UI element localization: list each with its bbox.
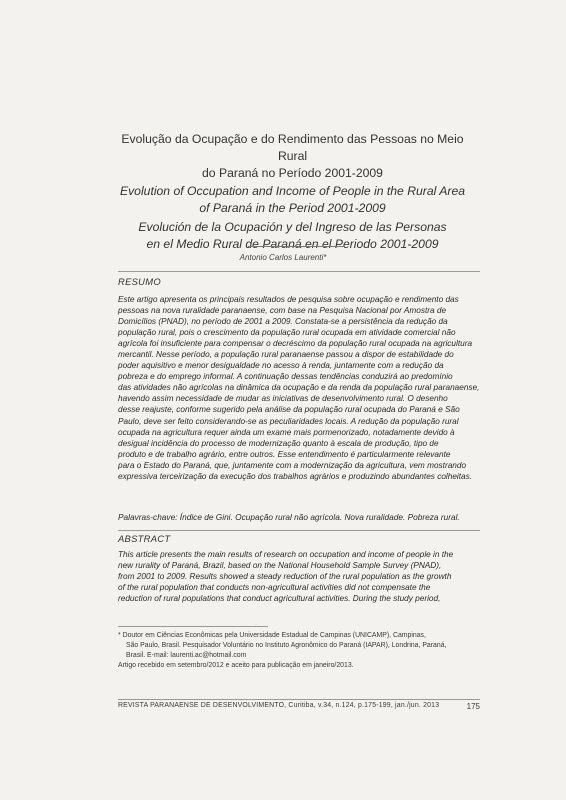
resumo-line: havendo assim necessidade de mudar as iniciativas de desenvolvimento rural. O desenho — [118, 394, 448, 404]
abstract-heading: ABSTRACT — [118, 533, 171, 544]
resumo-line: Paulo, deve ser feito considerando-se as peculiaridades locais. A redução da população rural — [118, 416, 459, 426]
abstract-line: This article presents the main results of research on occupation and income of people in the — [118, 550, 454, 559]
footer-divider — [118, 699, 480, 700]
resumo-line: desse reajuste, conforme sugerido pela análise da população rural ocupada do Paraná e São — [118, 405, 460, 415]
resumo-line: ocupada na agricultura requer ainda um exame mais pormenorizado, notadamente devido à — [118, 427, 455, 437]
resumo-line: poder aquisitivo e menor desigualdade no acesso à renda, juntamente com a redução da — [118, 361, 444, 371]
keywords-line: Palavras-chave: Índice de Gini. Ocupação rural não agrícola. Nova ruralidade. Pobreza rural. — [118, 512, 460, 522]
title-en-line: of Paraná in the Period 2001-2009 — [199, 201, 386, 215]
resumo-line: agrícola foi insuficiente para compensar o decréscimo da população rural ocupada na agricultura — [118, 339, 473, 349]
title-portuguese — [110, 131, 475, 182]
title-pt-line: do Paraná no Período 2001-2009 — [202, 166, 383, 180]
page-number: 175 — [466, 702, 480, 711]
footnote-divider — [118, 626, 268, 627]
author-divider — [248, 246, 344, 247]
resumo-line: Domicílios (PNAD), no período de 2001 a 2009. Constata-se a persistência da redução da — [118, 317, 448, 327]
resumo-line: mercantil. Nesse período, a população rural paranaense passou a dispor de estabilidade do — [118, 350, 454, 360]
title-english — [110, 183, 475, 217]
resumo-line: para o Estado do Paraná, que, juntamente com a modernização da agricultura, vem mostrando — [118, 460, 467, 470]
page-footer — [118, 702, 480, 709]
abstract-line: reduction of rural populations that conduct agricultural activities. During the study period, — [118, 594, 441, 604]
resumo-line: pessoas na nova ruralidade paranaense, com base na Pesquisa Nacional por Amostra de — [118, 306, 447, 316]
resumo-line: pobreza e do emprego informal. A continuação dessas tendências conduzirá ao predomínio — [118, 372, 453, 382]
abstract-line: from 2001 to 2009. Results showed a steady reduction of the rural population as the growth — [118, 572, 452, 582]
title-es-line: Evolución de la Ocupación y del Ingreso de las Personas — [138, 220, 447, 234]
footnote-line: São Paulo, Brasil. Pesquisador Voluntário no Instituto Agronômico do Paraná (IAPAR), Londrina, Paraná, — [126, 642, 447, 649]
abstract-line: new rurality of Paraná, Brazil, based on the National Household Sample Survey (PNAD), — [118, 561, 442, 571]
author-footnote — [118, 631, 480, 671]
footnote-line: * Doutor em Ciências Econômicas pela Universidade Estadual de Campinas (UNICAMP), Campinas, — [118, 632, 426, 639]
article-titles — [110, 131, 475, 253]
resumo-heading: RESUMO — [118, 276, 161, 287]
title-spanish — [110, 219, 475, 253]
journal-citation: REVISTA PARANAENSE DE DESENVOLVIMENTO, Curitiba, v.34, n.124, p.175-199, jan./jun. 2013 — [118, 702, 440, 709]
title-pt-line: Evolução da Ocupação e do Rendimento das Pessoas no Meio Rural — [121, 132, 464, 163]
abstract-body — [118, 549, 480, 604]
abstract-line: of the rural population that conducts non-agricultural activities did not compensate the — [118, 583, 431, 593]
resumo-divider — [118, 271, 480, 272]
resumo-body — [118, 294, 480, 482]
footnote-line: Brasil. E-mail: laurenti.ac@hotmail.com — [126, 652, 247, 659]
title-es-line: en el Medio Rural de Paraná en el Periodo 2001-2009 — [146, 237, 439, 251]
abstract-divider — [118, 530, 480, 531]
author-name: Antonio Carlos Laurenti* — [239, 253, 327, 262]
resumo-line: população rural, pois o crescimento da população rural ocupada em atividade comercial não — [118, 328, 456, 338]
resumo-line: Este artigo apresenta os principais resultados de pesquisa sobre ocupação e rendimento das — [118, 295, 459, 304]
title-en-line: Evolution of Occupation and Income of People in the Rural Area — [119, 184, 466, 198]
resumo-line: expressiva terceirização da execução dos trabalhos agrários e produzindo abundantes colheitas. — [118, 471, 473, 481]
resumo-line: desigual incidência do processo de modernização quanto à escala de produção, tipo de — [118, 438, 439, 448]
resumo-line: das atividades não agrícolas na dinâmica da ocupação e da renda da população rural paranaense, — [118, 383, 480, 393]
resumo-line: produto e de trabalho agrário, entre outros. Esse entendimento é particularmente relevante — [118, 449, 451, 459]
received-note: Artigo recebido em setembro/2012 e aceito para publicação em janeiro/2013. — [118, 662, 354, 669]
